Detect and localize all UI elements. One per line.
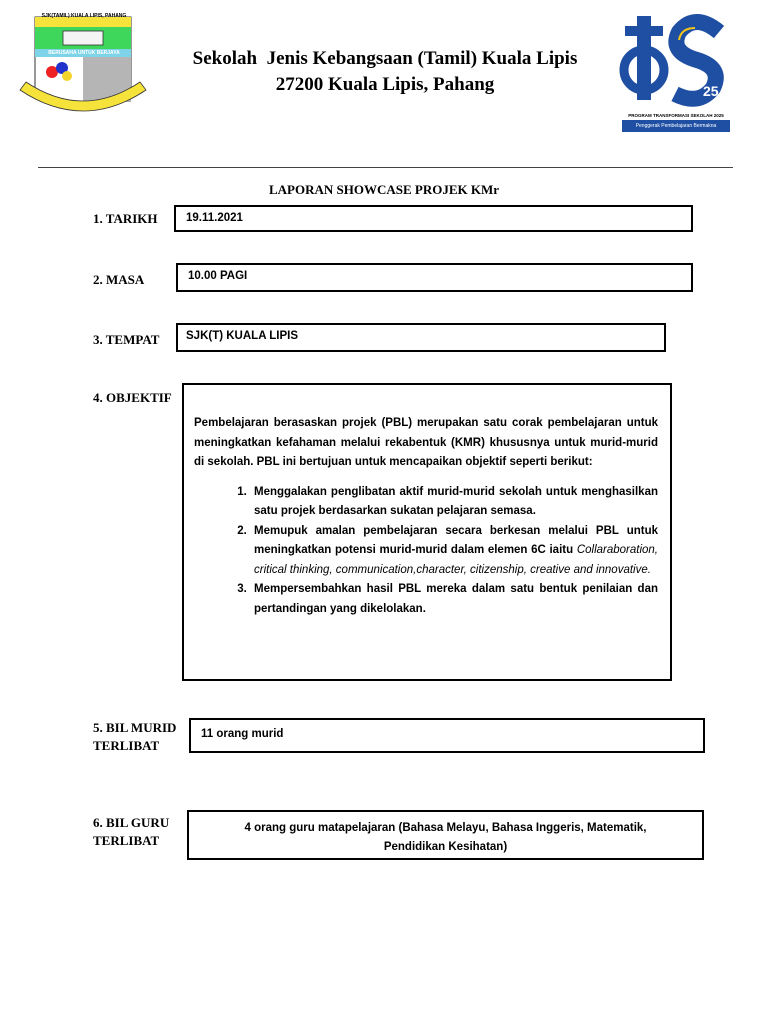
objective-item-1: 1. Menggalakan penglibatan aktif murid-murid sekolah untuk menghasilkan satu projek berdasarkan sukatan pelajaran semasa. (250, 483, 658, 522)
students-label-line2: TERLIBAT (93, 738, 160, 753)
school-crest-logo (18, 12, 148, 124)
students-field (189, 718, 705, 753)
date-field (174, 205, 693, 232)
place-label: 3. TEMPAT (93, 332, 160, 347)
crest-banner-text: SJK(TAMIL) KUALA LIPIS, PAHANG (41, 13, 127, 19)
report-title: LAPORAN SHOWCASE PROJEK KMr (268, 182, 500, 197)
school-name: Sekolah Jenis Kebangsaan (Tamil) Kuala Lipis (192, 48, 578, 69)
teachers-label-line2: TERLIBAT (93, 833, 160, 848)
teachers-label-line1: 6. BIL GURU (93, 815, 170, 830)
objective-list (194, 483, 658, 620)
objective-item-2 (250, 522, 658, 581)
logo-program-text: PROGRAM TRANSFORMASI SEKOLAH 2025 (628, 113, 724, 118)
date-value: 19.11.2021 (186, 212, 243, 224)
place-field (176, 323, 666, 352)
crest-motto-text: BERUSAHA UNTUK BERJAYA (48, 50, 120, 56)
logo-number: 25 (703, 83, 719, 99)
students-label (93, 719, 176, 755)
time-label: 2. MASA (93, 272, 145, 287)
objective-box (182, 383, 672, 681)
teachers-label (93, 814, 169, 850)
teachers-field (187, 810, 704, 860)
objective-intro: Pembelajaran berasaskan projek (PBL) merupakan satu corak pembelajaran untuk meningkatkan kefahaman melalui rekabentuk (KMR) khususnya untuk murid-murid di sekolah. PBL ini bertujuan untuk mencapaikan objektif seperti berikut: (194, 417, 658, 468)
time-value: 10.00 PAGI (188, 270, 248, 282)
date-label: 1. TARIKH (93, 211, 158, 226)
students-label-line1: 5. BIL MURID (93, 720, 177, 735)
objective-item-2-6c: Collaraboration, critical thinking, communication,character, citizenship, creative and innovative. (254, 544, 658, 576)
header-divider (38, 167, 733, 168)
objective-item-2-text: Memupuk amalan pembelajaran secara berkesan melalui PBL untuk meningkatkan potensi murid-murid dalam elemen 6C iaitu (254, 524, 658, 556)
objective-item-3: 3. Mempersembahkan hasil PBL mereka dalam satu bentuk penilaian dan pertandingan yang dikelolakan. (250, 580, 658, 619)
pts-2025-logo (619, 12, 733, 130)
objective-label: 4. OBJEKTIF (93, 390, 172, 405)
time-field (176, 263, 693, 292)
teachers-value: 4 orang guru matapelajaran (Bahasa Melayu, Bahasa Inggeris, Matematik, Pendidikan Kesihatan) (244, 822, 647, 853)
place-value: SJK(T) KUALA LIPIS (186, 330, 299, 342)
students-value: 11 orang murid (201, 728, 284, 740)
logo-tagline: Penggerak Pembelajaran Bermakna (622, 120, 730, 132)
school-address: 27200 Kuala Lipis, Pahang (275, 74, 495, 95)
